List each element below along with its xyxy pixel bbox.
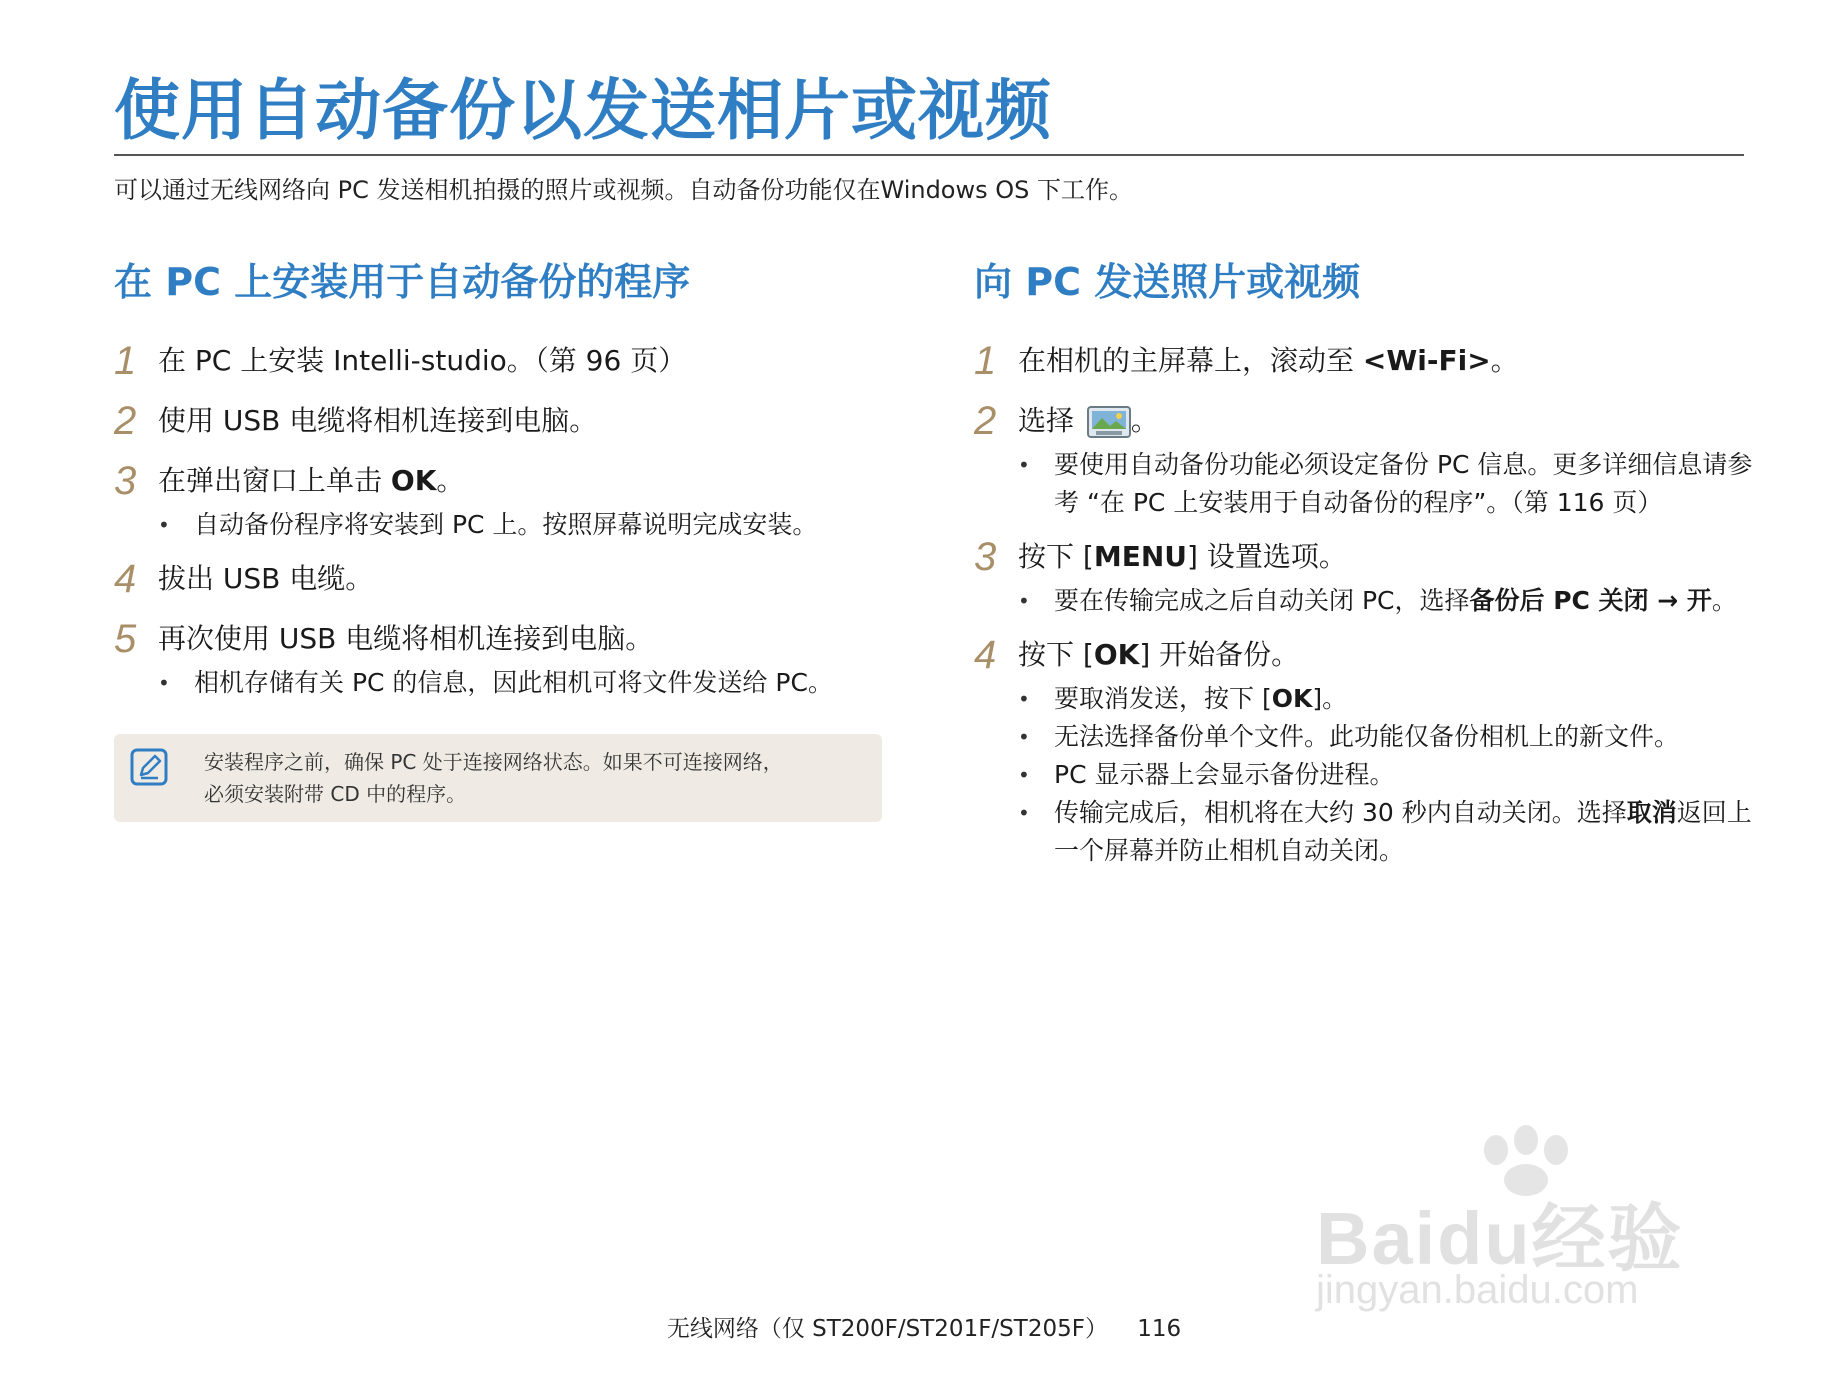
step-text: [1018, 630, 1774, 680]
bullet-list: [158, 664, 894, 702]
step-text: 使用 USB 电缆将相机连接到电脑。: [158, 404, 598, 437]
bullet-item: [1018, 582, 1774, 620]
step-text-part: ] 开始备份。: [1139, 638, 1300, 671]
step: [974, 532, 1774, 620]
watermark-url: jingyan.baidu.com: [1316, 1268, 1639, 1312]
step-text-part: 按下 [: [1018, 540, 1094, 573]
step-text-part: 在弹出窗口上单击: [158, 464, 391, 497]
bullet-text-part: 要取消发送，按下 [: [1054, 684, 1272, 713]
bullet-text-part: 。: [1711, 586, 1737, 615]
bullet-list: [1018, 446, 1774, 522]
bullet-item: [1018, 680, 1774, 718]
bullet-item: [1018, 794, 1774, 870]
step-number: 1: [974, 339, 997, 383]
step-number: 1: [114, 339, 137, 383]
bullet-text-part: 返回上一个屏幕并防止相机自动关闭。: [1054, 798, 1752, 865]
step-text-part: 。: [1130, 404, 1159, 437]
step-text-part: 。: [1490, 344, 1519, 377]
page-number: 116: [1137, 1316, 1182, 1342]
bullet-list: [158, 506, 894, 544]
step-text-part: ] 设置选项。: [1187, 540, 1347, 573]
step-number: 5: [114, 617, 137, 661]
footer-section: 无线网络（仅 ST200F/ST201F/ST205F）: [666, 1316, 1108, 1342]
step-text-part: 选择: [1018, 404, 1083, 437]
bullet-item: • 自动备份程序将安装到 PC 上。按照屏幕说明完成安装。: [158, 506, 894, 544]
step: [974, 396, 1774, 522]
watermark-logo: Baidu经验: [1316, 1197, 1684, 1280]
baidu-watermark: [1316, 1120, 1746, 1320]
title-divider: [114, 154, 1744, 156]
step-number: 3: [114, 459, 137, 503]
step-number: 4: [114, 557, 137, 601]
note-text: [204, 746, 864, 810]
bullet-text-part: ]。: [1312, 684, 1348, 713]
bullet-text-part: 要在传输完成之后自动关闭 PC，选择: [1054, 586, 1470, 615]
step: [114, 554, 894, 604]
note-box: [114, 734, 882, 822]
step-text: [1018, 396, 1774, 446]
step: [114, 336, 894, 386]
step-text-bold: OK: [390, 464, 437, 497]
step-text: 拔出 USB 电缆。: [158, 562, 374, 595]
bullet-item: • PC 显示器上会显示备份进程。: [1018, 756, 1774, 794]
bullet-list: [1018, 680, 1774, 870]
page-subtitle: 可以通过无线网络向 PC 发送相机拍摄的照片或视频。自动备份功能仅在Windows OS 下工作。: [114, 176, 1134, 204]
step-number: 2: [114, 399, 137, 443]
bullet-text-bold: OK: [1271, 684, 1313, 713]
step-text: 在 PC 上安装 Intelli-studio。（第 96 页）: [158, 344, 687, 377]
step-text: [158, 456, 894, 506]
step: [114, 396, 894, 446]
step-number: 4: [974, 633, 997, 677]
step-text: [1018, 336, 1774, 386]
left-column: [114, 258, 894, 712]
auto-backup-icon: [1087, 406, 1131, 438]
note-line: 安装程序之前，确保 PC 处于连接网络状态。如果不可连接网络，: [204, 750, 783, 774]
section-heading-install: 在 PC 上安装用于自动备份的程序: [114, 260, 691, 304]
page-footer: [0, 1310, 1848, 1343]
step-text-part: 按下 [: [1018, 638, 1094, 671]
right-column: [974, 258, 1774, 880]
step-text-part: 在相机的主屏幕上，滚动至: [1018, 344, 1363, 377]
step-text-bold: <Wi-Fi>: [1362, 344, 1491, 377]
page-title: 使用自动备份以发送相片或视频: [114, 72, 1052, 149]
bullet-item: • 无法选择备份单个文件。此功能仅备份相机上的新文件。: [1018, 718, 1774, 756]
section-heading-send: 向 PC 发送照片或视频: [974, 260, 1361, 304]
step-number: 2: [974, 399, 997, 443]
ok-key-label: OK: [1093, 638, 1140, 671]
bullet-item: • 要使用自动备份功能必须设定备份 PC 信息。更多详细信息请参考 “在 PC 上安装用于自动备份的程序”。（第 116 页）: [1018, 446, 1774, 522]
step-text: [1018, 532, 1774, 582]
bullet-list: [1018, 582, 1774, 620]
step: [974, 630, 1774, 870]
step-text: 再次使用 USB 电缆将相机连接到电脑。: [158, 622, 654, 655]
step: [974, 336, 1774, 386]
menu-key-label: MENU: [1093, 540, 1187, 573]
note-line: 必须安装附带 CD 中的程序。: [204, 782, 467, 806]
bullet-text-bold: 备份后 PC 关闭 → 开: [1469, 586, 1712, 615]
step-number: 3: [974, 535, 997, 579]
bullet-text-part: 传输完成后，相机将在大约 30 秒内自动关闭。选择: [1054, 798, 1627, 827]
step: [114, 614, 894, 702]
note-pencil-icon: [130, 748, 168, 786]
step-text-part: 。: [436, 464, 465, 497]
bullet-item: • 相机存储有关 PC 的信息，因此相机可将文件发送给 PC。: [158, 664, 894, 702]
bullet-text-bold: 取消: [1626, 798, 1677, 827]
step: [114, 456, 894, 544]
